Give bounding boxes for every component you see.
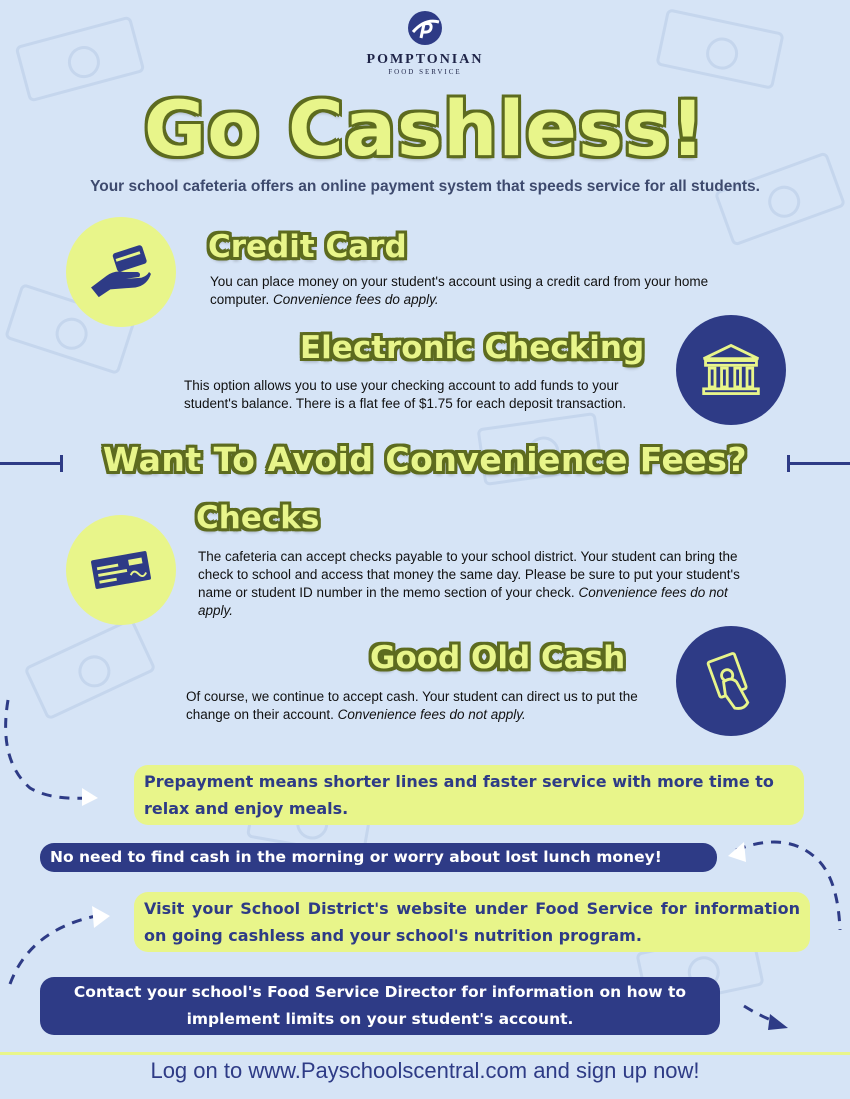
- electronic-checking-heading: Electronic Checking: [300, 330, 645, 366]
- bank-icon: [698, 341, 764, 399]
- page-title: Go Cashless!: [143, 84, 707, 173]
- cash-circle: [676, 626, 786, 736]
- electronic-checking-circle: [676, 315, 786, 425]
- page-subtitle: Your school cafeteria offers an online payment system that speeds service for all students.: [90, 178, 760, 195]
- credit-card-note: Convenience fees do apply.: [273, 292, 439, 307]
- benefit-no-cash: No need to find cash in the morning or worry about lost lunch money!: [40, 843, 717, 872]
- checks-body: The cafeteria can accept checks payable to your school district. Your student can bring the check to school and access that money the same day. Please be sure to put your student's name or student ID number in the memo section of your check.: [198, 549, 740, 600]
- cash-text: [186, 688, 654, 724]
- cash-body: Of course, we continue to accept cash. Your student can direct us to put the change on their account.: [186, 689, 638, 722]
- brand-name: POMPTONIAN: [366, 52, 484, 67]
- check-icon: [87, 545, 155, 595]
- brand-subtitle: FOOD SERVICE: [388, 68, 462, 76]
- benefit-prepayment: Prepayment means shorter lines and faster service with more time to relax and enjoy meals.: [134, 765, 804, 825]
- pomptonian-logo: [355, 10, 495, 76]
- checks-note: Convenience fees do not apply.: [198, 585, 728, 618]
- cash-heading: Good Old Cash: [370, 640, 626, 676]
- dashed-arrow-4: [740, 1000, 800, 1040]
- credit-card-text: [210, 273, 730, 309]
- cash-note: Convenience fees do not apply.: [337, 707, 526, 722]
- checks-text: [198, 548, 758, 620]
- logo-mark-icon: [407, 10, 443, 46]
- credit-card-body: You can place money on your student's account using a credit card from your home computer.: [210, 274, 709, 307]
- checks-circle: [66, 515, 176, 625]
- footer-cta: Log on to www.Payschoolscentral.com and sign up now!: [150, 1058, 700, 1083]
- footer-divider: [0, 1052, 850, 1055]
- avoid-fees-heading: Want To Avoid Convenience Fees?: [102, 440, 748, 479]
- electronic-checking-text: This option allows you to use your checking account to add funds to your student's balance. There is a flat fee of $1.75 for each deposit transaction.: [184, 378, 627, 411]
- credit-card-circle: [66, 217, 176, 327]
- hand-card-icon: [87, 243, 155, 301]
- dashed-arrow-1: [0, 690, 110, 810]
- cash-hand-icon: [703, 648, 759, 714]
- credit-card-heading: Credit Card: [208, 229, 407, 265]
- benefit-contact-director: Contact your school's Food Service Director for information on how to implement limits on your student's account.: [40, 977, 720, 1035]
- benefit-visit-website: Visit your School District's website under Food Service for information on going cashless and your school's nutrition program.: [134, 892, 810, 952]
- checks-heading: Checks: [196, 500, 320, 536]
